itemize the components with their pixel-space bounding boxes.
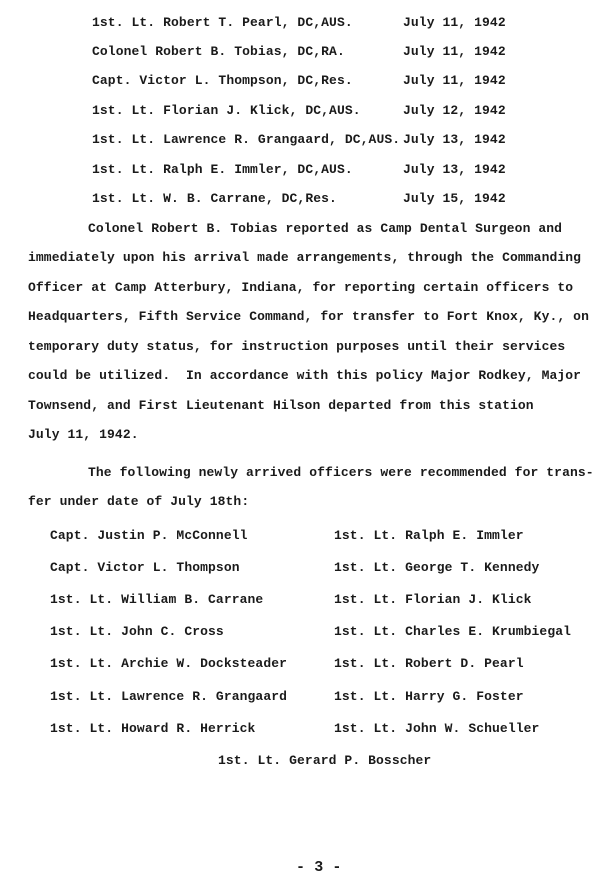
paragraph-line: fer under date of July 18th: [28, 494, 250, 509]
officer-name: 1st. Lt. John C. Cross [50, 624, 224, 639]
arrival-date: July 13, 1942 [403, 132, 506, 147]
paragraph-line: immediately upon his arrival made arrangements, through the Commanding [28, 250, 582, 265]
officer-name: 1st. Lt. Charles E. Krumbiegal [334, 624, 572, 639]
arrival-name: 1st. Lt. Florian J. Klick, DC,AUS. [92, 103, 361, 118]
arrival-date: July 11, 1942 [403, 73, 506, 88]
officer-name: 1st. Lt. John W. Schueller [334, 721, 540, 736]
paragraph-line: The following newly arrived officers were recommended for trans- [88, 465, 594, 480]
arrival-name: Capt. Victor L. Thompson, DC,Res. [92, 73, 353, 88]
officer-name: 1st. Lt. William B. Carrane [50, 592, 264, 607]
arrival-date: July 13, 1942 [403, 162, 506, 177]
officer-name: 1st. Lt. Howard R. Herrick [50, 721, 256, 736]
arrival-name: 1st. Lt. W. B. Carrane, DC,Res. [92, 191, 337, 206]
arrival-date: July 11, 1942 [403, 44, 506, 59]
arrival-date: July 11, 1942 [403, 15, 506, 30]
paragraph-line: July 11, 1942. [28, 427, 139, 442]
officer-name: Capt. Justin P. McConnell [50, 528, 248, 543]
officer-name: 1st. Lt. Ralph E. Immler [334, 528, 524, 543]
paragraph-line: Townsend, and First Lieutenant Hilson departed from this station [28, 398, 534, 413]
officer-name: 1st. Lt. Gerard P. Bosscher [218, 753, 432, 768]
page-number: - 3 - [296, 859, 342, 876]
officer-name: Capt. Victor L. Thompson [50, 560, 240, 575]
arrival-name: Colonel Robert B. Tobias, DC,RA. [92, 44, 345, 59]
arrival-date: July 12, 1942 [403, 103, 506, 118]
arrival-date: July 15, 1942 [403, 191, 506, 206]
paragraph-line: Headquarters, Fifth Service Command, for transfer to Fort Knox, Ky., on [28, 309, 589, 324]
paragraph-line: could be utilized. In accordance with this policy Major Rodkey, Major [28, 368, 582, 383]
officer-name: 1st. Lt. George T. Kennedy [334, 560, 540, 575]
officer-name: 1st. Lt. Harry G. Foster [334, 689, 524, 704]
officer-name: 1st. Lt. Florian J. Klick [334, 592, 532, 607]
arrival-name: 1st. Lt. Ralph E. Immler, DC,AUS. [92, 162, 353, 177]
paragraph-line: Officer at Camp Atterbury, Indiana, for reporting certain officers to [28, 280, 574, 295]
officer-name: 1st. Lt. Robert D. Pearl [334, 656, 524, 671]
officer-name: 1st. Lt. Archie W. Docksteader [50, 656, 288, 671]
paragraph-line: Colonel Robert B. Tobias reported as Camp Dental Surgeon and [88, 221, 563, 236]
arrival-name: 1st. Lt. Lawrence R. Grangaard, DC,AUS. [92, 132, 401, 147]
officer-name: 1st. Lt. Lawrence R. Grangaard [50, 689, 288, 704]
paragraph-line: temporary duty status, for instruction purposes until their services [28, 339, 566, 354]
arrival-name: 1st. Lt. Robert T. Pearl, DC,AUS. [92, 15, 353, 30]
